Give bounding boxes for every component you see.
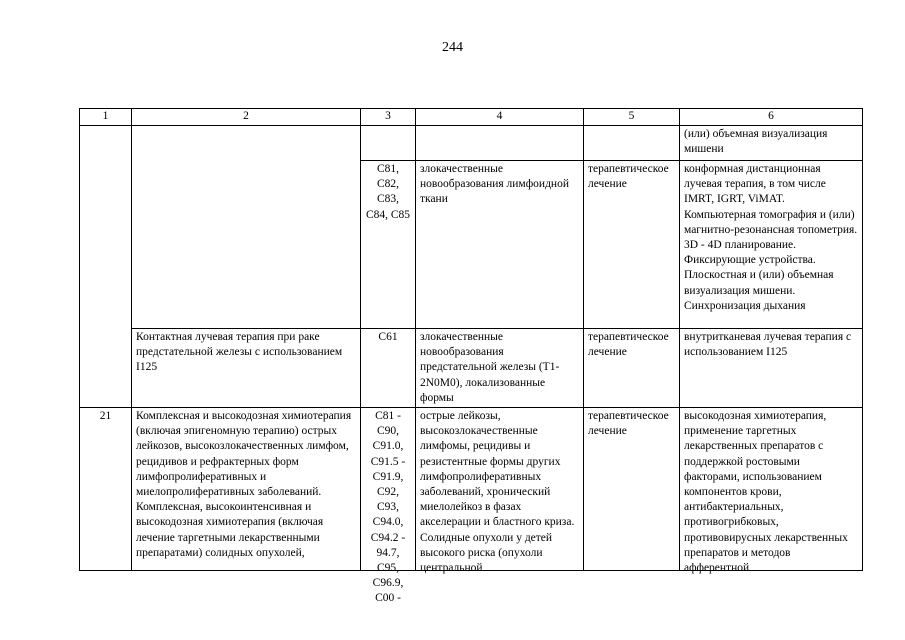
treatment-type-cell (584, 126, 680, 161)
icd-code-cell: C81, C82, C83, C84, C85 (361, 161, 416, 329)
medical-care-table (79, 108, 863, 605)
method-cell: Контактная лучевая терапия при раке предстательной железы с использованием I125 (132, 329, 361, 408)
diagnosis-cell: злокачественные новообразования предстательной железы (T1-2N0M0), локализованные формы (416, 329, 584, 408)
header-col-4: 4 (416, 109, 584, 126)
treatment-type-cell (584, 408, 680, 571)
treatment-type-cell: терапевтическое лечение (584, 161, 680, 329)
table-row (80, 126, 863, 161)
table-row (80, 408, 863, 571)
icd-code-cell (361, 408, 416, 605)
diagnosis-cell (416, 408, 584, 575)
row-number-cell (80, 126, 132, 408)
diagnosis-cell: злокачественные новообразования лимфоидной ткани (416, 161, 584, 329)
method-text: Комплексная и высокодозная химиотерапия (включая эпигеномную терапию) острых лейкозов, высокозлокачественных лимфом, рецидивов и рефрактерных форм лимфопролиферативных и миелопролиферативных заболеваний. Комплексная, высокоинтенсивная и высокодозная химиотерапия (включая лечение таргетными лекарственными препаратами) солидных опухолей, (136, 410, 352, 559)
table-row (80, 329, 863, 408)
treatment-method-cell: конформная дистанционная лучевая терапия, в том числе IMRT, IGRT, ViMAT. Компьютерная томография и (или) магнитно-резонансная топометрия. 3D - 4D планирование. Фиксирующие устройства. Плоскостная и (или) объемная визуализация мишени. Синхронизация дыхания (680, 161, 863, 329)
row-number-cell (80, 408, 132, 571)
row-number-text: 21 (99, 410, 112, 423)
treatment-method-text: высокодозная химиотерапия, применение таргетных лекарственных препаратов с поддержкой ростовыми факторами, использованием компонентов крови, антибактериальных, противогрибковых, противовирусных лекарственных препаратов и методов афферентной (684, 410, 848, 575)
table-header-row (80, 109, 863, 126)
header-col-2: 2 (132, 109, 361, 126)
header-col-1: 1 (80, 109, 132, 126)
diagnosis-text: острые лейкозы, высокозлокачественные лимфомы, рецидивы и резистентные формы других лимфопролиферативных заболеваний, хронический миелолейкоз в фазах акселерации и бластного криза. Солидные опухоли у детей высокого риска (опухоли центральной (420, 410, 575, 575)
method-cell (132, 408, 361, 571)
page-number: 244 (442, 40, 463, 55)
icd-code-cell (361, 126, 416, 161)
diagnosis-cell (416, 126, 584, 161)
header-col-6: 6 (680, 109, 863, 126)
method-cell (132, 126, 361, 329)
treatment-method-cell: (или) объемная визуализация мишени (680, 126, 863, 161)
treatment-method-cell (680, 408, 863, 575)
icd-code-cell: C61 (361, 329, 416, 408)
treatment-type-cell: терапевтическое лечение (584, 329, 680, 408)
header-col-3: 3 (361, 109, 416, 126)
icd-code-text: C81 - C90, C91.0, C91.5 - C91.9, C92, C93, C94.0, C94.2 - 94.7, C95, C96.9, C00 - (370, 410, 406, 605)
header-col-5: 5 (584, 109, 680, 126)
treatment-type-text: терапевтическое лечение (588, 410, 669, 438)
treatment-method-cell: внутритканевая лучевая терапия с использованием I125 (680, 329, 863, 408)
